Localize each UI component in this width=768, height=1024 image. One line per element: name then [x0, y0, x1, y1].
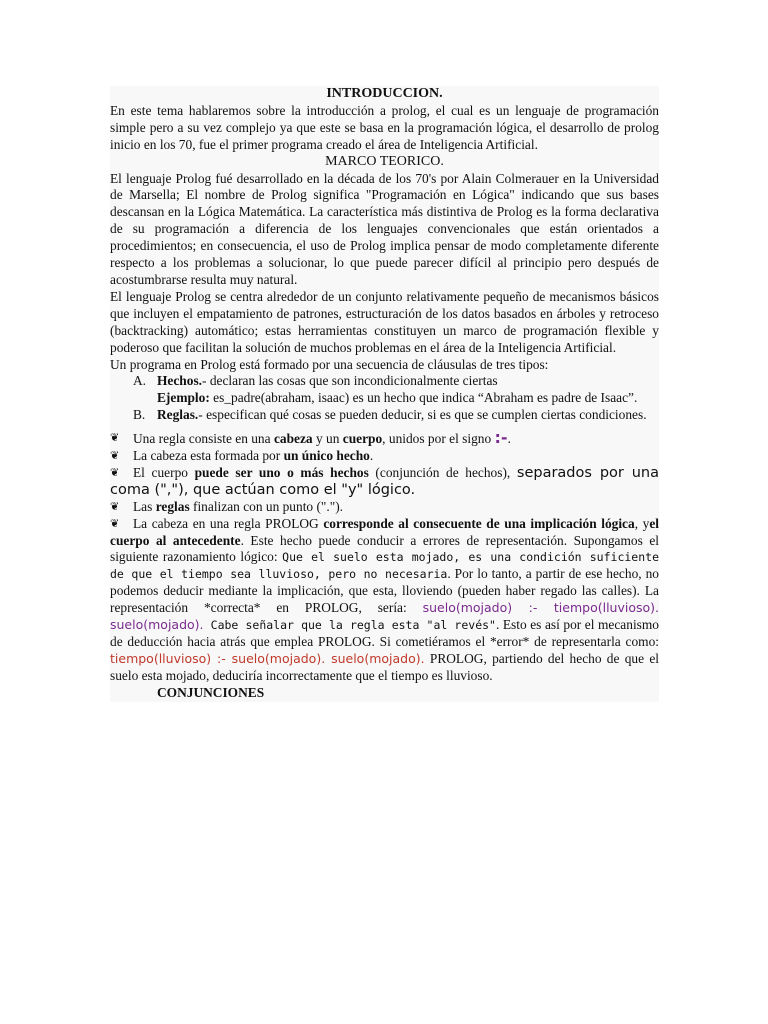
bullet-icon: ❦: [110, 450, 120, 463]
intro-paragraph: En este tema hablaremos sobre la introducción a prolog, el cual es un lenguaje de programación simple pero a su vez complejo ya que este se basa en la programación lógica, el desarrollo de prolog inicio en los 70, fue el primer programa creado el área de Inteligencia Artificial.: [110, 102, 659, 152]
bullet-icon: ❦: [110, 466, 120, 479]
list-item-hechos: [110, 373, 659, 407]
clause-types-list: [110, 373, 659, 424]
example-text: es_padre(abraham, isaac) es un hecho que indica “Abraham es padre de Isaac”.: [209, 390, 638, 406]
list-marker: B.: [133, 407, 146, 423]
section-title-marco: MARCO TEORICO.: [325, 153, 444, 169]
prolog-code-correct: suelo(mojado) :- tiempo(lluvioso). suelo(mojado).: [110, 600, 659, 633]
bullet-item: ❦ La cabeza en una regla PROLOG corresponde al consecuente de una implicación lógica, yel cuerpo al antecedente. Este hecho puede conducir a errores de representación. Supongamos el siguiente razonamiento lógico: Que el suelo esta mojado, es una condición suficiente de que el tiempo sea lluvioso, pero no necesaria. Por lo tanto, a partir de ese hecho, no podemos deducir mediante la implicación, que esta, lloviendo (pueden haber regado las calles). La representación *correcta* en PROLOG, sería: suelo(mojado) :- tiempo(lluvioso). suelo(mojado). Cabe señalar que la regla esta "al revés". Esto es así por el mecanismo de deducción hacia atrás que emplea PROLOG. Si cometiéramos el *error* de representarla como: tiempo(lluvioso) :- suelo(mojado). suelo(mojado). PROLOG, partiendo del hecho de que el suelo esta mojado, deduciría incorrectamente que el tiempo es lluvioso.: [110, 515, 659, 683]
marco-paragraph-3: Un programa en Prolog está formado por una secuencia de cláusulas de tres tipos:: [110, 356, 549, 372]
rule-operator: :-: [494, 428, 508, 448]
term-reglas: Reglas.: [157, 407, 199, 423]
bullet-item: ❦ Las reglas finalizan con un punto (".").: [110, 498, 344, 514]
marco-paragraph-2: El lenguaje Prolog se centra alrededor de un conjunto relativamente pequeño de mecanismos básicos que incluyen el empatamiento de patrones, estructuración de los datos basados en árboles y retroceso (backtracking) automático; estas herramientas constituyen un marco de programación flexible y poderoso que facilitan la solución de muchos problemas en el área de la Inteligencia Artificial.: [110, 288, 659, 355]
list-item-reglas: [110, 407, 659, 424]
document-page: [110, 86, 659, 702]
bullet-icon: ❦: [110, 517, 120, 530]
bullet-item: ❦ Una regla consiste en una cabeza y un cuerpo, unidos por el signo :-.: [110, 428, 511, 448]
bullet-icon: ❦: [110, 500, 120, 513]
marco-paragraph-1: El lenguaje Prolog fué desarrollado en la década de los 70's por Alain Colmerauer en la Universidad de Marsella; El nombre de Prolog significa "Programación en Lógica" indicando que sus bases descansan en la Lógica Matemática. La característica más distintiva de Prolog es la forma declarativa de su programación a diferencia de los lenguajes convencionales que están orientados a procedimientos; en consecuencia, el uso de Prolog implica pensar de modo completamente diferente respecto a los problemas a solucionar, lo que puede parecer difícil al principio pero después de acostumbrarse resulta muy natural.: [110, 170, 659, 287]
rule-bullets: [110, 430, 659, 685]
hechos-text: - declaran las cosas que son incondicionalmente ciertas: [202, 373, 498, 389]
page-title: INTRODUCCION.: [326, 86, 443, 101]
prolog-code-error: tiempo(lluvioso) :- suelo(mojado). suelo(mojado).: [110, 650, 425, 666]
bullet-icon: ❦: [110, 432, 120, 445]
reglas-text: - especifican qué cosas se pueden deducir, si es que se cumplen ciertas condiciones.: [198, 407, 647, 423]
section-title-conjunciones: CONJUNCIONES: [157, 684, 265, 700]
bullet-item: ❦ La cabeza esta formada por un único hecho.: [110, 448, 374, 464]
example-label: Ejemplo:: [157, 390, 210, 406]
list-marker: A.: [133, 373, 147, 389]
term-hechos: Hechos.: [157, 373, 203, 389]
bullet-item: ❦ El cuerpo puede ser uno o más hechos (conjunción de hechos), separados por una coma (","), que actúan como el "y" lógico.: [110, 464, 660, 498]
